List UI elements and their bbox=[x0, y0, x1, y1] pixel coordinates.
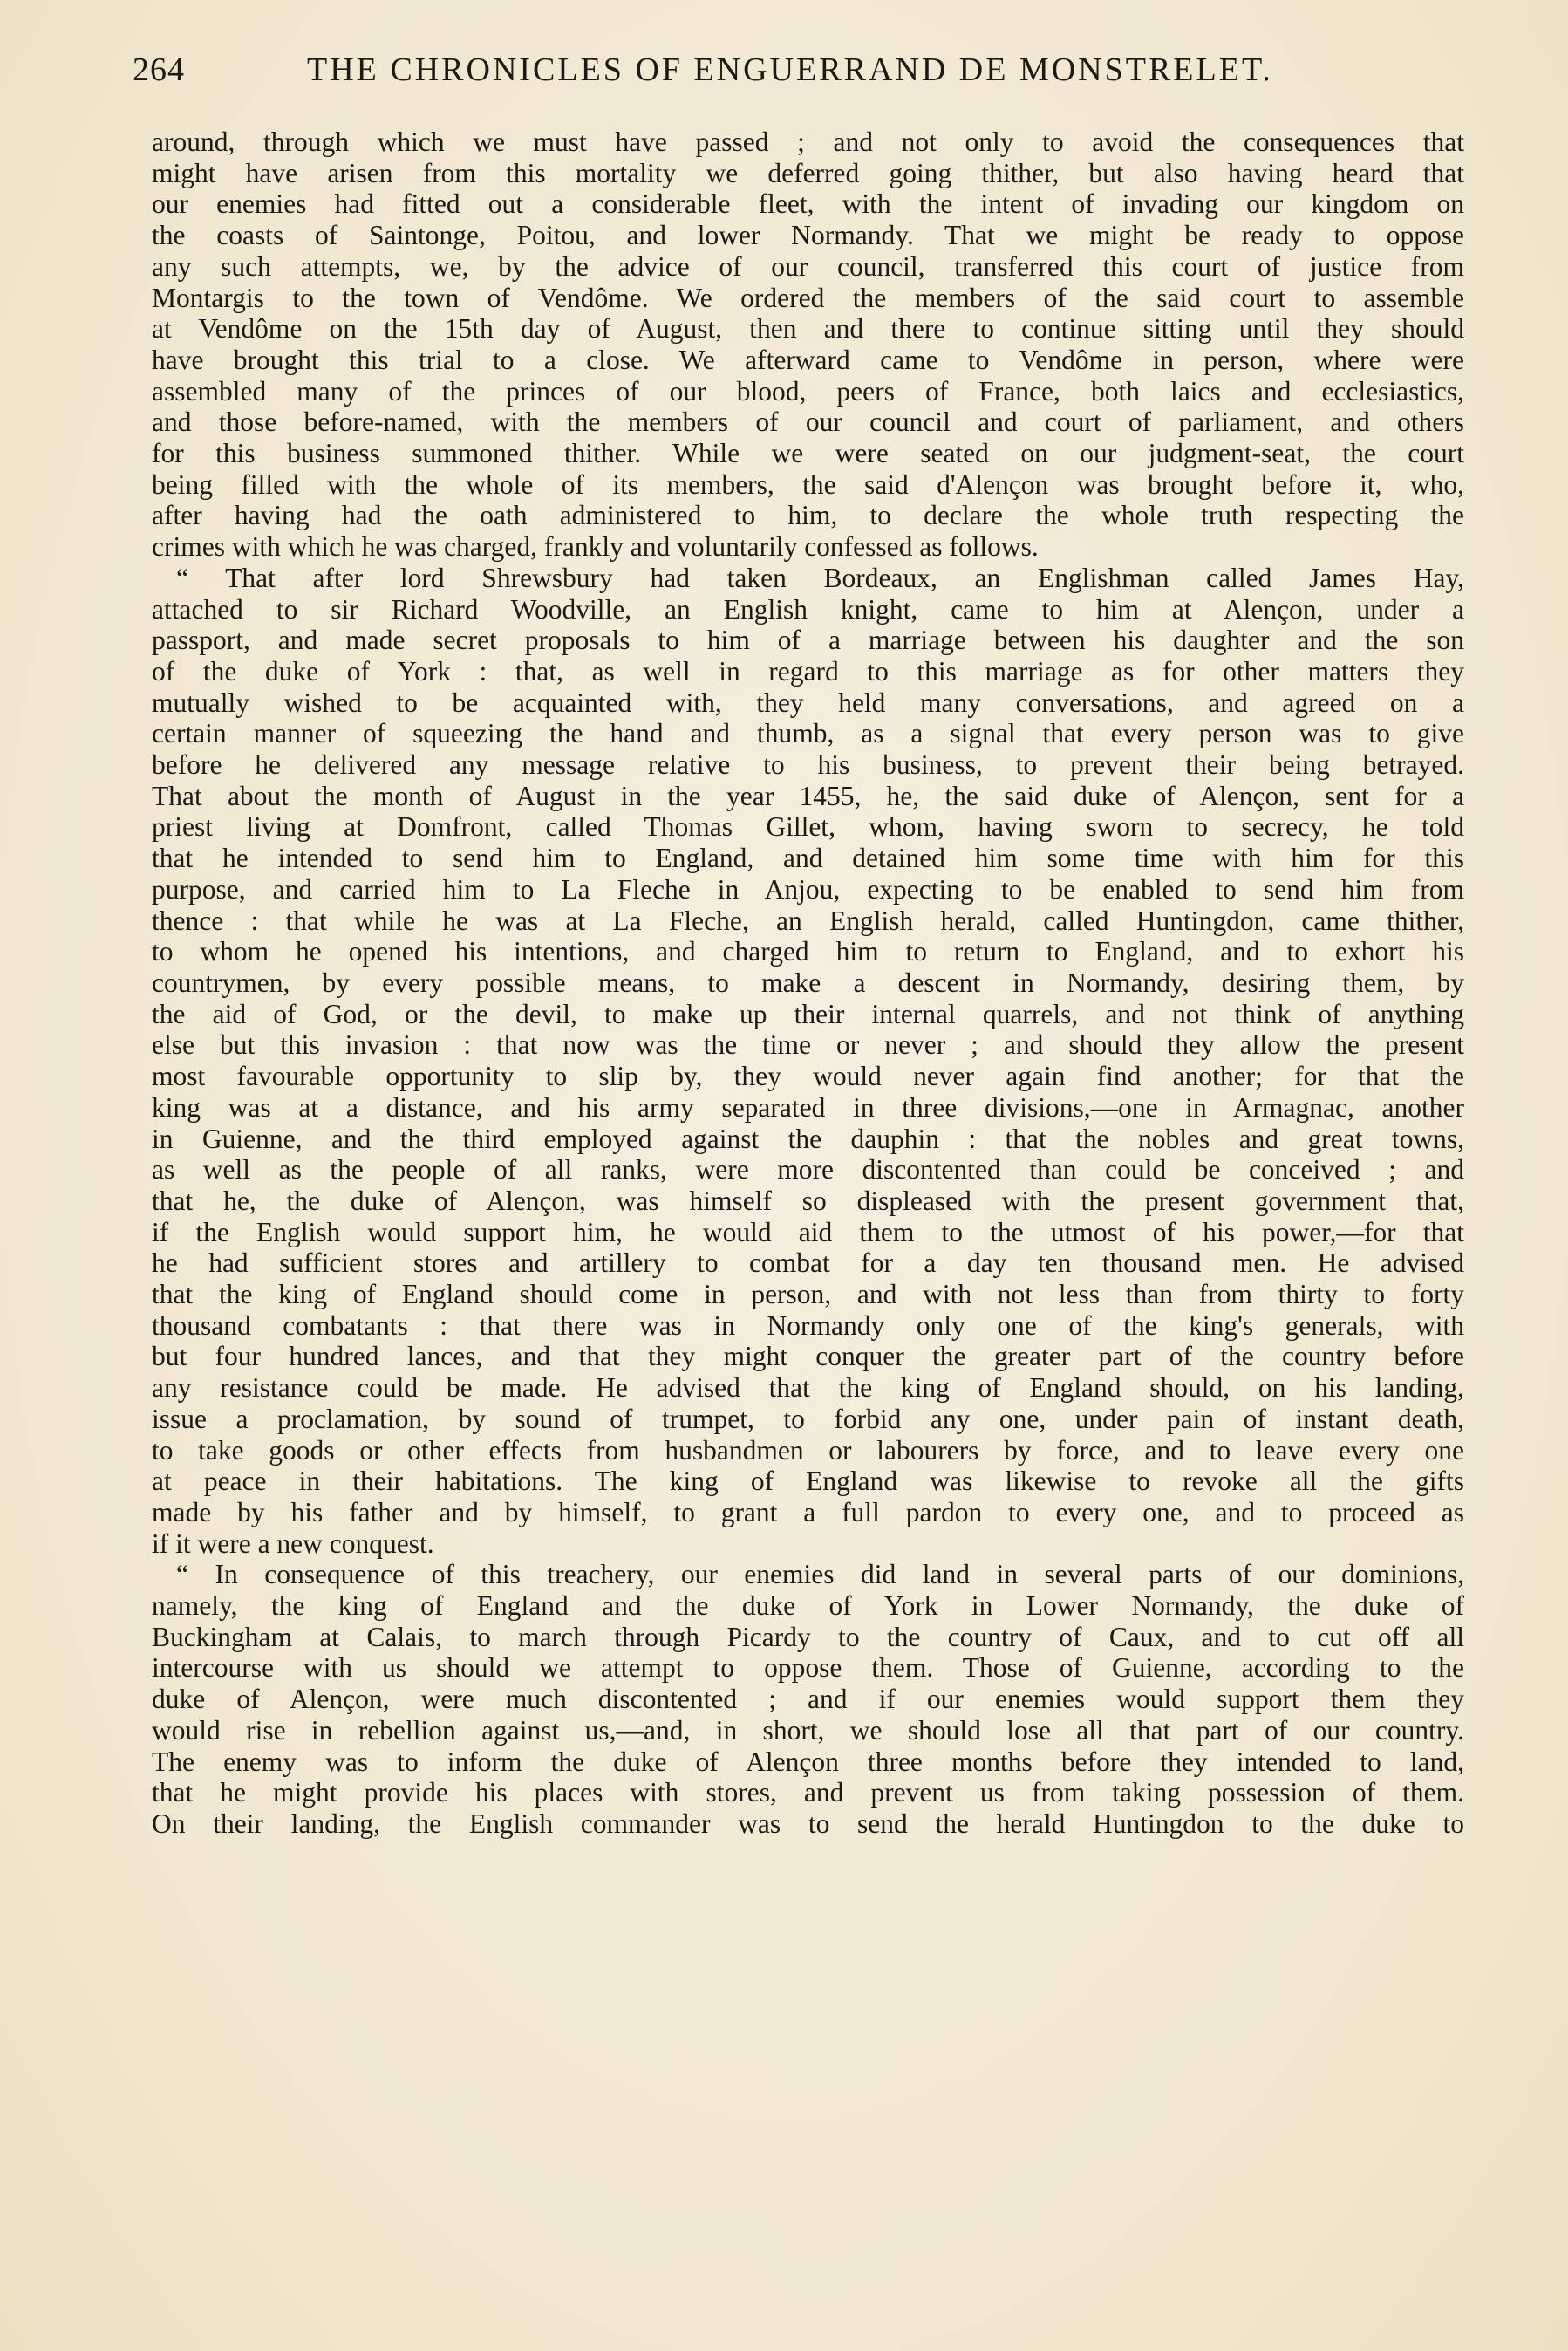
text-line: thousand combatants : that there was in Normandy only one of the king's generals, with bbox=[152, 1309, 1464, 1341]
text-line: else but this invasion : that now was the time or never ; and should they allow the present bbox=[152, 1029, 1464, 1061]
text-line: any such attempts, we, by the advice of our council, transferred this court of justice from bbox=[152, 250, 1464, 282]
text-line: assembled many of the princes of our blood, peers of France, both laics and ecclesiastics, bbox=[152, 375, 1464, 407]
text-line: of the duke of York : that, as well in regard to this marriage as for other matters they bbox=[152, 655, 1464, 687]
running-title: THE CHRONICLES OF ENGUERRAND DE MONSTRELET. bbox=[307, 51, 1273, 88]
text-line: thence : that while he was at La Fleche, an English herald, called Huntingdon, came thither, bbox=[152, 905, 1464, 936]
text-line: if it were a new conquest. bbox=[152, 1527, 434, 1559]
text-line: but four hundred lances, and that they might conquer the greater part of the country before bbox=[152, 1341, 1464, 1372]
page-header bbox=[133, 51, 1465, 103]
text-line: would rise in rebellion against us,—and, in short, we should lose all that part of our country. bbox=[152, 1714, 1464, 1746]
text-line: Montargis to the town of Vendôme. We ordered the members of the said court to assemble bbox=[152, 282, 1464, 313]
text-line: Buckingham at Calais, to march through Picardy to the country of Caux, and to cut off all bbox=[152, 1621, 1464, 1652]
text-line: after having had the oath administered to him, to declare the whole truth respecting the bbox=[152, 500, 1464, 531]
body-text bbox=[152, 126, 1464, 1840]
text-line: that he might provide his places with stores, and prevent us from taking possession of them. bbox=[152, 1777, 1464, 1808]
text-line: countrymen, by every possible means, to make a descent in Normandy, desiring them, by bbox=[152, 967, 1464, 998]
text-line: issue a proclamation, by sound of trumpet, to forbid any one, under pain of instant death, bbox=[152, 1403, 1464, 1434]
text-line: our enemies had fitted out a considerable fleet, with the intent of invading our kingdom on bbox=[152, 188, 1464, 220]
text-line: he had sufficient stores and artillery to combat for a day ten thousand men. He advised bbox=[152, 1247, 1464, 1279]
text-line: in Guienne, and the third employed against the dauphin : that the nobles and great towns, bbox=[152, 1123, 1464, 1154]
text-line: “ That after lord Shrewsbury had taken Bordeaux, an Englishman called James Hay, bbox=[176, 562, 1464, 593]
text-line: any resistance could be made. He advised that the king of England should, on his landing, bbox=[152, 1372, 1464, 1404]
text-line: On their landing, the English commander was to send the herald Huntingdon to the duke to bbox=[152, 1808, 1464, 1839]
text-line: if the English would support him, he would aid them to the utmost of his power,—for that bbox=[152, 1216, 1464, 1247]
text-line: attached to sir Richard Woodville, an English knight, came to him at Alençon, under a bbox=[152, 593, 1464, 625]
text-line: most favourable opportunity to slip by, they would never again find another; for that the bbox=[152, 1061, 1464, 1092]
text-line: might have arisen from this mortality we deferred going thither, but also having heard that bbox=[152, 157, 1464, 188]
text-line: and those before-named, with the members of our council and court of parliament, and others bbox=[152, 407, 1464, 438]
text-line: duke of Alençon, were much discontented ; and if our enemies would support them they bbox=[152, 1684, 1464, 1715]
text-line: as well as the people of all ranks, were more discontented than could be conceived ; and bbox=[152, 1154, 1464, 1186]
text-line: certain manner of squeezing the hand and thumb, as a signal that every person was to give bbox=[152, 718, 1464, 749]
text-line: at peace in their habitations. The king of England was likewise to revoke all the gifts bbox=[152, 1466, 1464, 1497]
text-line: mutually wished to be acquainted with, they held many conversations, and agreed on a bbox=[152, 687, 1464, 718]
text-line: crimes with which he was charged, frankly and voluntarily confessed as follows. bbox=[152, 531, 1039, 563]
text-line: for this business summoned thither. While we were seated on our judgment-seat, the court bbox=[152, 438, 1464, 469]
text-line: intercourse with us should we attempt to oppose them. Those of Guienne, according to the bbox=[152, 1652, 1464, 1684]
text-line: That about the month of August in the year 1455, he, the said duke of Alençon, sent for a bbox=[152, 780, 1464, 811]
text-line: purpose, and carried him to La Fleche in Anjou, expecting to be enabled to send him from bbox=[152, 873, 1464, 905]
text-line: king was at a distance, and his army separated in three divisions,—one in Armagnac, another bbox=[152, 1091, 1464, 1123]
text-line: “ In consequence of this treachery, our enemies did land in several parts of our dominions, bbox=[176, 1559, 1464, 1590]
text-line: priest living at Domfront, called Thomas Gillet, whom, having sworn to secrecy, he told bbox=[152, 811, 1464, 843]
text-line: the aid of God, or the devil, to make up their internal quarrels, and not think of anything bbox=[152, 998, 1464, 1029]
text-line: to whom he opened his intentions, and charged him to return to England, and to exhort his bbox=[152, 936, 1464, 967]
text-line: being filled with the whole of its members, the said d'Alençon was brought before it, who, bbox=[152, 468, 1464, 500]
text-line: that he, the duke of Alençon, was himself so displeased with the present government that, bbox=[152, 1185, 1464, 1216]
text-line: have brought this trial to a close. We afterward came to Vendôme in person, where were bbox=[152, 344, 1464, 375]
text-line: the coasts of Saintonge, Poitou, and lower Normandy. That we might be ready to oppose bbox=[152, 220, 1464, 251]
text-line: made by his father and by himself, to grant a full pardon to every one, and to proceed as bbox=[152, 1496, 1464, 1527]
text-line: namely, the king of England and the duke of York in Lower Normandy, the duke of bbox=[152, 1590, 1464, 1622]
text-line: around, through which we must have passed ; and not only to avoid the consequences that bbox=[152, 126, 1464, 157]
text-line: to take goods or other effects from husbandmen or labourers by force, and to leave every one bbox=[152, 1434, 1464, 1466]
page-number: 264 bbox=[133, 51, 185, 88]
text-line: before he delivered any message relative to his business, to prevent their being betrayed. bbox=[152, 749, 1464, 781]
text-line: that he intended to send him to England, and detained him some time with him for this bbox=[152, 843, 1464, 874]
text-line: The enemy was to inform the duke of Alençon three months before they intended to land, bbox=[152, 1746, 1464, 1777]
text-line: at Vendôme on the 15th day of August, then and there to continue sitting until they should bbox=[152, 313, 1464, 345]
text-line: that the king of England should come in person, and with not less than from thirty to forty bbox=[152, 1279, 1464, 1310]
text-line: passport, and made secret proposals to him of a marriage between his daughter and the son bbox=[152, 625, 1464, 656]
